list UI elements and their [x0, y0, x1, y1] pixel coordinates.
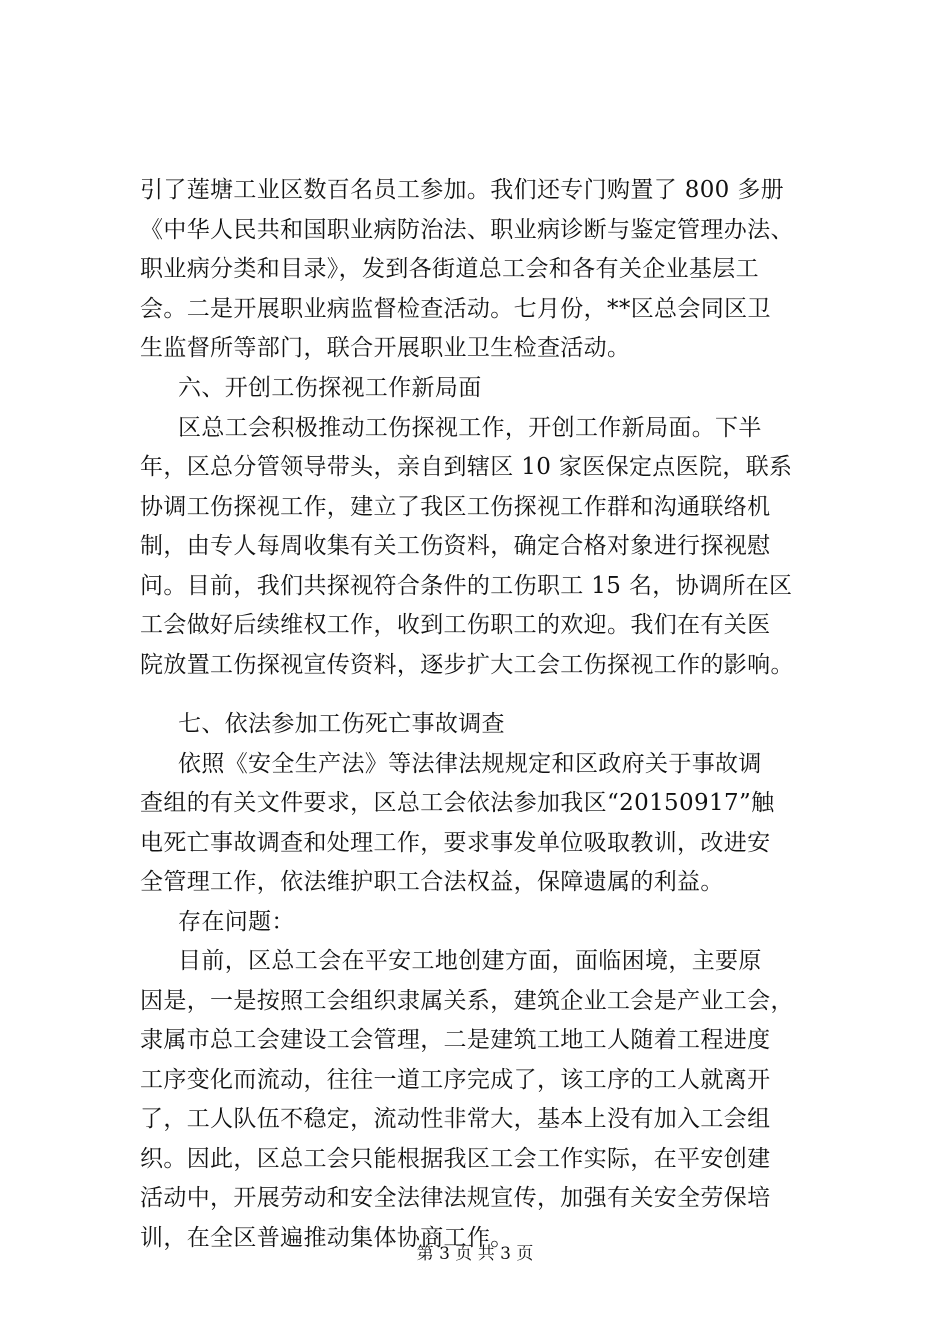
section-heading: 七、依法参加工伤死亡事故调查 — [178, 711, 505, 737]
paragraph-line: 工序变化而流动，往往一道工序完成了，该工序的工人就离开 — [140, 1067, 771, 1093]
paragraph-line: 生监督所等部门，联合开展职业卫生检查活动。 — [140, 335, 631, 361]
section-heading: 存在问题： — [178, 909, 295, 935]
paragraph-line: 问。目前，我们共探视符合条件的工伤职工 15 名，协调所在区 — [140, 573, 793, 599]
paragraph-line: 隶属市总工会建设工会管理，二是建筑工地工人随着工程进度 — [140, 1027, 771, 1053]
paragraph-line: 全管理工作，依法维护职工合法权益，保障遗属的利益。 — [140, 869, 724, 895]
paragraph-line: 引了莲塘工业区数百名员工参加。我们还专门购置了 800 多册 — [140, 177, 785, 203]
paragraph-line: 年，区总分管领导带头，亲自到辖区 10 家医保定点医院，联系 — [140, 454, 793, 480]
paragraph-line: 制，由专人每周收集有关工伤资料，确定合格对象进行探视慰 — [140, 533, 771, 559]
paragraph-line: 电死亡事故调查和处理工作，要求事发单位吸取教训，改进安 — [140, 830, 771, 856]
paragraph-line: 院放置工伤探视宣传资料，逐步扩大工会工伤探视工作的影响。 — [140, 652, 794, 678]
paragraph-line: 区总工会积极推动工伤探视工作，开创工作新局面。下半 — [178, 415, 762, 441]
page-number-footer: 第 3 页 共 3 页 — [416, 1244, 534, 1264]
paragraph-line: 《中华人民共和国职业病防治法、职业病诊断与鉴定管理办法、 — [140, 217, 794, 243]
paragraph-line: 了，工人队伍不稳定，流动性非常大，基本上没有加入工会组 — [140, 1106, 771, 1132]
paragraph-line: 活动中，开展劳动和安全法律法规宣传，加强有关安全劳保培 — [140, 1185, 771, 1211]
paragraph-line: 会。二是开展职业病监督检查活动。七月份，**区总会同区卫 — [140, 296, 771, 322]
paragraph-line: 职业病分类和目录》，发到各街道总工会和各有关企业基层工 — [140, 256, 759, 282]
section-heading: 六、开创工伤探视工作新局面 — [178, 375, 482, 401]
paragraph-line: 依照《安全生产法》等法律法规规定和区政府关于事故调 — [178, 751, 762, 777]
paragraph-line: 工会做好后续维权工作，收到工伤职工的欢迎。我们在有关医 — [140, 612, 771, 638]
paragraph-line: 查组的有关文件要求，区总工会依法参加我区“20150917”触 — [140, 790, 775, 816]
paragraph-line: 协调工伤探视工作，建立了我区工伤探视工作群和沟通联络机 — [140, 494, 771, 520]
paragraph-line: 目前，区总工会在平安工地创建方面，面临困境，主要原 — [178, 948, 762, 974]
paragraph-line: 织。因此，区总工会只能根据我区工会工作实际，在平安创建 — [140, 1146, 771, 1172]
paragraph-line: 训，在全区普遍推动集体协商工作。 — [140, 1225, 514, 1251]
paragraph-line: 因是，一是按照工会组织隶属关系，建筑企业工会是产业工会， — [140, 988, 794, 1014]
